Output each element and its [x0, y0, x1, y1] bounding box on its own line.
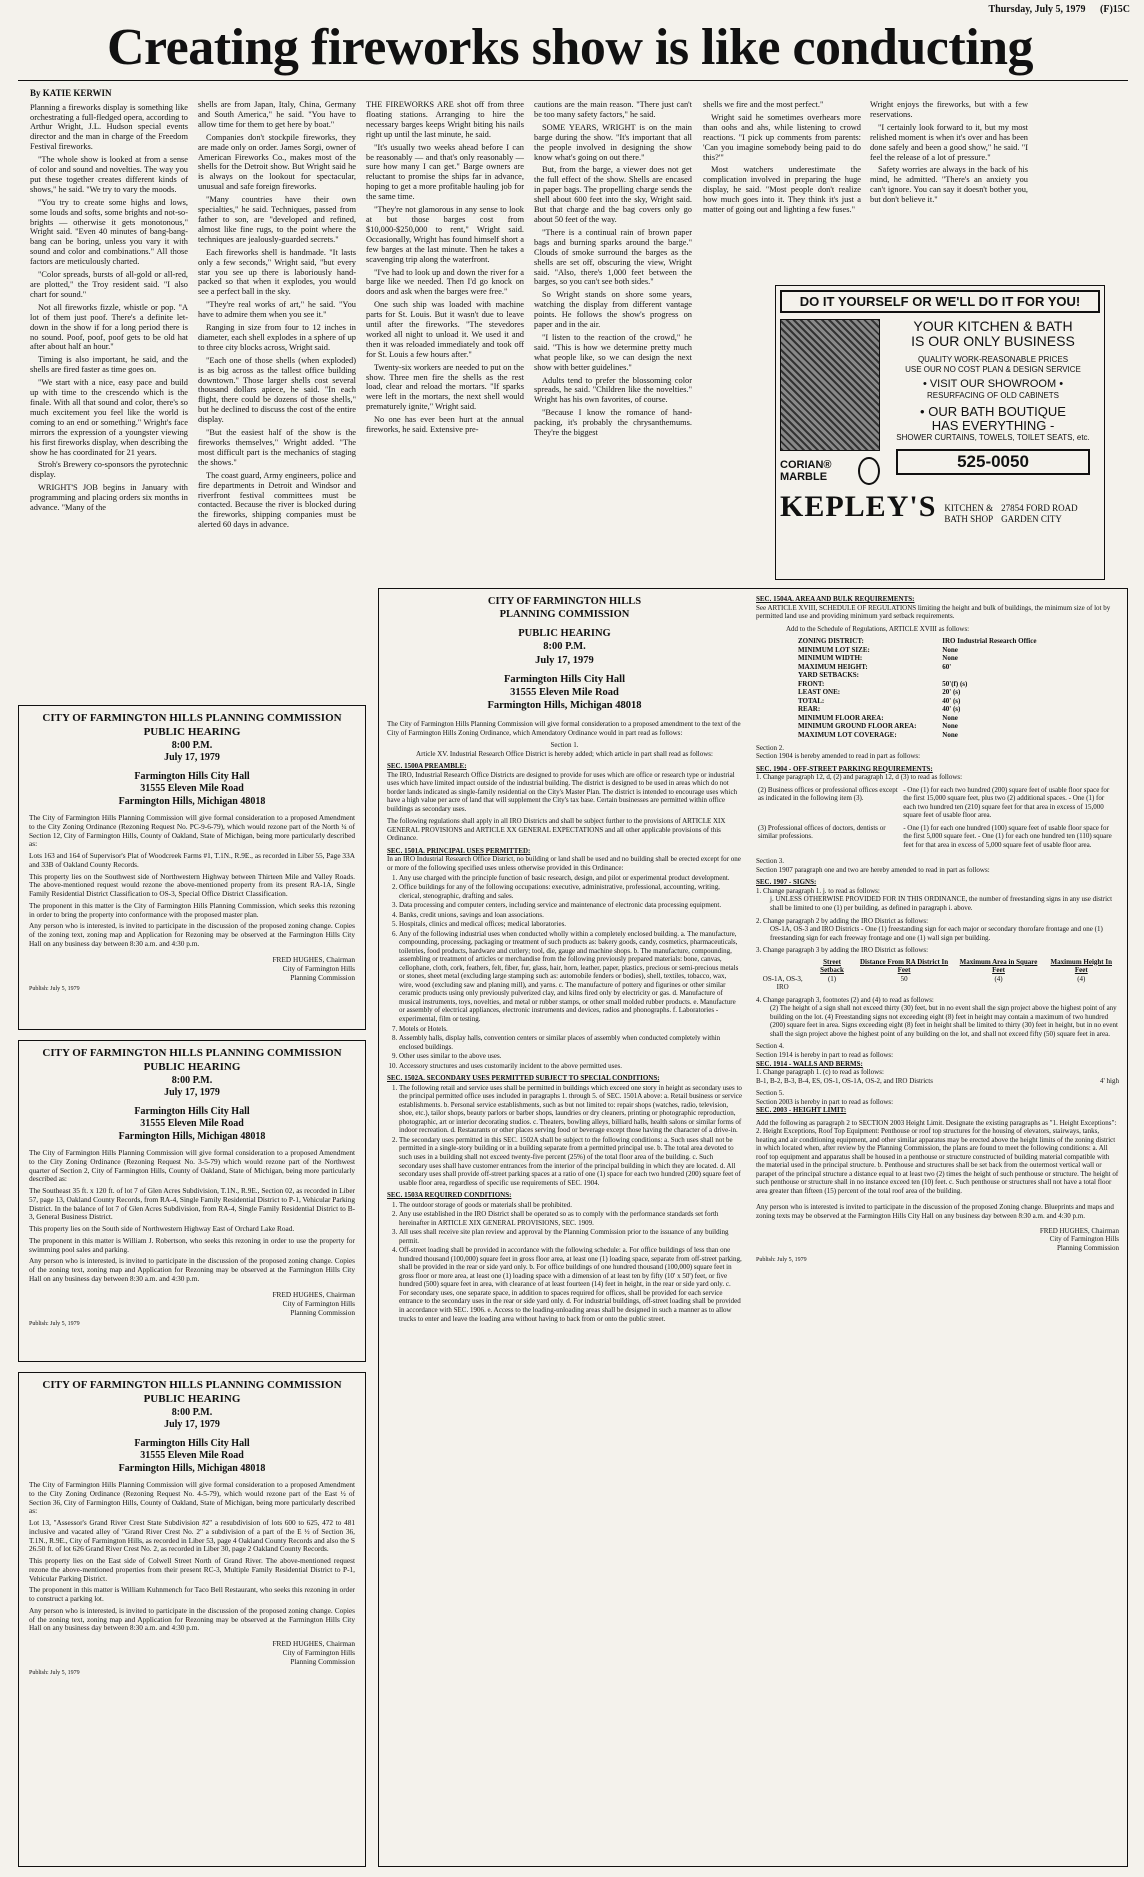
notice-paragraph: The proponent in this matter is William J. Robertson, who seeks this rezoning in order to use the property for swimming pool sales and parking.: [29, 1235, 355, 1254]
ad-headline-1: YOUR KITCHEN & BATH: [913, 318, 1073, 335]
notice-3-sig-3: Planning Commission: [290, 1657, 355, 1667]
sec-1501a-list: [387, 874, 742, 1071]
article-paragraph: So Wright stands on shore some years, watching the display from different vantage points. He follows the show's progress on paper and in the air.: [534, 290, 692, 330]
schedule-cell: None: [942, 713, 958, 722]
list-item: 2. Any use established in the IRO District shall be operated so as to comply with the performance standards set forth hereinafter in ARTICLE XIX GENERAL PROVISIONS, SEC. 1909.: [399, 1210, 742, 1227]
ad-right: [886, 319, 1100, 485]
schedule-cell: YARD SETBACKS:: [798, 671, 860, 680]
sec-1914-row: [756, 1077, 1119, 1086]
zoning-publish: Publish: July 5, 1979: [756, 1256, 807, 1263]
article-column-5: [703, 100, 861, 275]
zoning-subtitle: PUBLIC HEARING: [518, 628, 611, 640]
notice-paragraph: The City of Farmington Hills Planning Commission will give formal consideration to a proposed Amendment to the City Zoning Ordinance (Rezoning Request No. PC-9-6-79), which would rezone part of the North ¼ of Section 12, City of Farmington Hills, County of Oakland, State of Michigan, being more particularly described as:: [29, 813, 355, 849]
kepleys-advertisement: [775, 285, 1105, 580]
sec-1500a-heading: SEC. 1500A PREAMBLE:: [387, 762, 467, 771]
schedule-cell: 40' (s): [942, 696, 961, 705]
notice-3: [18, 1372, 366, 1867]
schedule-cell: REAR:: [798, 705, 821, 714]
headline: Creating fireworks show is like conducting: [106, 19, 1034, 76]
zoning-date: July 17, 1979: [535, 654, 594, 666]
article-paragraph: "Each one of those shells (when exploded) is as big across as the tallest office building downtown." Those larger shells cost several thousand dollars apiece, he said. "In each flight, there could be dozens of those shells," but he declined to discuss the cost of the entire display.: [198, 355, 356, 425]
notice-1: [18, 705, 366, 1030]
zoning-section-1: Section 1.: [550, 741, 579, 750]
sec-1904-heading: SEC. 1904 - OFF-STREET PARKING REQUIREMENTS:: [756, 764, 933, 773]
ad-line-2: USE OUR NO COST PLAN & DESIGN SERVICE: [905, 365, 1081, 375]
sec-2003-text: Add the following as paragraph 2 to SECTION 2003 Height Limit. Designate the existing paragraphs as "1. Height Exceptions":: [756, 1118, 1117, 1127]
parking-cell: - One (1) for each two hundred (200) square feet of usable floor space for the first 15,000 square feet, plus two (2) additional spaces. - One (1) for each two hundred ten (210) square feet for that area in excess of 15,000 square feet of usable floor area.: [903, 785, 1110, 820]
article-paragraph: Wright said he sometimes overhears more than oohs and ahs, while listening to crowd reactions. "I pick up comments from parents: 'Can you imagine somebody being paid to do this?'": [703, 112, 861, 162]
zoning-place-1: Farmington Hills City Hall: [503, 673, 626, 685]
notice-2-sig-2: City of Farmington Hills: [282, 1298, 355, 1308]
notice-2-subtitle: PUBLIC HEARING: [143, 1060, 241, 1073]
schedule-cell: 20' (s): [942, 688, 961, 697]
list-item: 8. Assembly halls, display halls, convention centers or similar places of assembly when conducted completely within enclosed buildings.: [399, 1034, 742, 1051]
sign-table-header-cell: Distance From RA District In Feet: [860, 957, 949, 975]
article-column-6: [870, 100, 1028, 275]
article-paragraph: Each fireworks shell is handmade. "It lasts only a few seconds," Wright said, "but every star you see up there is laboriously hand-packed so that when it explodes, you would see a perfect ball in the sky.: [198, 247, 356, 297]
notice-1-place-2: 31555 Eleven Mile Road: [140, 783, 244, 794]
sign-table-cell: (1): [827, 974, 837, 983]
schedule-cell: 40' (s): [942, 705, 961, 714]
notice-1-subtitle: PUBLIC HEARING: [143, 725, 241, 738]
list-item: 3. All uses shall receive site plan review and approval by the Planning Commission prior to the issuance of any building permit.: [399, 1228, 742, 1245]
zoning-amendment-notice: [378, 588, 1128, 1867]
schedule-cell: MINIMUM FLOOR AREA:: [798, 713, 884, 722]
zoning-section-1-text: Article XV. Industrial Research Office District is hereby added; which article in part shall read as follows:: [416, 749, 713, 758]
notice-3-place-1: Farmington Hills City Hall: [134, 1437, 250, 1449]
zoning-notice-head: [387, 595, 742, 712]
article-paragraph: "The whole show is looked at from a sense of color and sound and novelties. The way you put these together creates different kinds of shows," he said. "We try to vary the moods.: [30, 155, 188, 194]
schedule-row: [796, 680, 1056, 689]
zoning-sig-3: Planning Commission: [1056, 1244, 1119, 1253]
store-sub-2: BATH SHOP: [944, 513, 994, 524]
list-item: 2. Office buildings for any of the following occupations: executive, administrative, professional, accounting, writing, clerical, stenographic, drafting and sales.: [399, 883, 742, 900]
ad-boutique-2: HAS EVERYTHING -: [931, 418, 1055, 434]
sec-1904-change: 1. Change paragraph 12, d, (2) and paragraph 12, d (3) to read as follows:: [756, 773, 963, 782]
schedule-row: [796, 731, 1056, 740]
ad-showroom: • VISIT OUR SHOWROOM •: [922, 378, 1064, 391]
notice-1-sig-3: Planning Commission: [290, 972, 355, 982]
notice-2-sig-1: FRED HUGHES, Chairman: [272, 1289, 355, 1299]
notice-paragraph: The proponent in this matter is William Kuhnmench for Taco Bell Restaurant, who seeks this rezoning in order to construct a parking lot.: [29, 1585, 355, 1603]
article-paragraph: "Many countries have their own specialties," he said. Techniques, passed from father to son, are "developed and refined, almost like fine rugs, to the point where the techniques are jealously-guarded secrets.": [198, 195, 356, 244]
schedule-cell: 50'(f) (s): [942, 679, 968, 688]
notice-2-publish: Publish: July 5, 1979: [29, 1320, 80, 1327]
sec-2003-heading: SEC. 2003 - HEIGHT LIMIT:: [756, 1106, 847, 1115]
notice-3-subtitle: PUBLIC HEARING: [143, 1392, 241, 1405]
section-2: Section 2.: [756, 743, 784, 752]
ad-headline-2: IS OUR ONLY BUSINESS: [911, 333, 1075, 350]
sec-1907-3: 3. Change paragraph 3 by adding the IRO District as follows:: [756, 946, 929, 955]
parking-cell: (3) Professional offices of doctors, dentists or similar professions.: [758, 823, 886, 841]
article-paragraph: Wright enjoys the fireworks, but with a few reservations.: [870, 100, 1028, 119]
schedule-cell: TOTAL:: [798, 696, 825, 705]
article-paragraph: "You try to create some highs and lows, some louds and softs, some brights and not-so-brights — otherwise it gets monotonous," Wright said. "Even 40 minutes of bang-bang-bang can be boring, unless you vary it with sound and color and combinations." All those factors are meticulously charted.: [30, 197, 188, 267]
list-item: 3. Data processing and computer centers, including service and maintenance of electronic data processing equipment.: [399, 901, 742, 910]
regs-text: The following regulations shall apply in all IRO Districts and shall be subject further to the provisions of ARTICLE XIX GENERAL PROVISIONS and ARTICLE XX GENERAL EXPECTATIONS and all other applicable provisions of this Ordinance.: [387, 817, 726, 843]
article-paragraph: No one has ever been hurt at the annual fireworks, he said. Extensive pre-: [366, 415, 524, 435]
list-item: 6. Any of the following industrial uses when conducted wholly within a completely enclosed building. a. The manufacture, compounding, processing, packaging or treatment of such products as: bakery goods, candy, cosmetics, pharmaceuticals, toiletries, food products, hardware and cutlery; tool, die, gauge and machine shops. b. The manufacture, compounding, assembling or treatment of articles or merchandise from the following previously prepared materials: bone, canvas, cellophane, cloth, cork, feathers, felt, fiber, fur, glass, hair, horn, leather, paper, plastics, precious or semi-precious metals or stones, sheet metal (excluding large stamping such as: automobile fenders or bodies), shell, textiles, tobacco, wax, wire, wood (excluding saw and planing mill), and yarns. c. The manufacture of pottery and figurines or other similar ceramic products using only previously pulverized clay, and kilns fired only by electricity or gas. d. Manufacture of musical instruments, toys, novelties, and metal or rubber stamps, or other small molded rubber products. e. Manufacture or assembly of electrical appliances, electronic instruments and devices, radios and phonographs. f. Laboratories - experimental, film or testing.: [399, 930, 742, 1024]
schedule-row: [796, 688, 1056, 697]
schedule-row: [796, 646, 1056, 655]
sec-1914-heading: SEC. 1914 - WALLS AND BERMS:: [756, 1059, 863, 1068]
notice-3-publish: Publish: July 5, 1979: [29, 1670, 80, 1677]
sec-1503a-list: [387, 1201, 742, 1323]
zoning-title-1: CITY OF FARMINGTON HILLS: [487, 596, 642, 607]
headline-rule: [18, 80, 1128, 81]
zoning-signature: [756, 1227, 1119, 1253]
sec-1501a-text: In an IRO Industrial Research Office District, no building or land shall be used and no building shall be erected except for one or more of the following specified uses unless otherwise provided in this Ordinance:: [387, 855, 741, 872]
sign-table-header-cell: Maximum Area in Square Feet: [959, 957, 1038, 975]
sign-table-header-cell: Maximum Height In Feet: [1050, 957, 1112, 975]
sec-1907-4-text: (2) The height of a sign shall not exceed thirty (30) feet, but in no event shall the sign project above the highest point of any building on the lot. (4) Freestanding signs not exceeding eight (8) feet in height may contain a maximum of two hundred (200) square feet in area. Signs exceeding eight (8) feet in height shall be limited to thirty (30) feet in height, but in no event shall the sign project above the highest point of any building on the lot, and shall not exceed fifty (50) square feet in area.: [770, 1004, 1118, 1038]
notice-1-signature: [29, 955, 355, 982]
parking-row: [756, 824, 1119, 854]
parking-cell: (2) Business offices or professional offices except as indicated in the following item (3).: [758, 785, 898, 803]
sign-table-cell: OS-1A, OS-3, IRO: [762, 974, 803, 992]
article-paragraph: Planning a fireworks display is something like orchestrating a full-fledged opera, according to Arthur Wright, J.L. Hudson special events director and the man in charge of the Freedom Festival fireworks.: [30, 102, 188, 152]
section-4: Section 4.: [756, 1042, 784, 1051]
notice-2-place-2: 31555 Eleven Mile Road: [140, 1118, 244, 1129]
notice-1-publish: Publish: July 5, 1979: [29, 985, 80, 992]
notice-paragraph: The Southeast 35 ft. x 120 ft. of lot 7 of Glen Acres Subdivision, T.1N., R.9E., Section 02, as recorded in Liber 57, page 13, Oakland County Records, from RA-4, Single Family Residential District to P-1, Vehicular Parking District. In the balance of lot 7 of Glen Acres Subdivision, from RA-4, Single Family Residential District to B-3, General Business District.: [29, 1186, 355, 1222]
article-paragraph: WRIGHT'S JOB begins in January with programming and placing orders six months in advance. "Many of the: [30, 483, 188, 513]
article-paragraph: "Because I know the romance of hand-packing, it's probably the chrysanthemums. They're the biggest: [534, 408, 692, 438]
zoning-time: 8:00 P.M.: [543, 641, 586, 653]
schedule-cell: IRO Industrial Research Office: [942, 637, 1037, 646]
article-paragraph: Ranging in size from four to 12 inches in diameter, each shell explodes in a sphere of up to three city blocks across, Wright said.: [198, 323, 356, 352]
sec-1914-height: 4' high: [1100, 1076, 1119, 1085]
notice-2-place-1: Farmington Hills City Hall: [134, 1105, 250, 1117]
notice-paragraph: Any person who is interested, is invited to participate in the discussion of the proposed zoning change. Copies of the zoning text, zoning map and Application for Rezoning may be observed at the Farmington Hills City Hall on any business day between 8:30 a.m. and 4:30 p.m.: [29, 921, 355, 948]
article-column-3: [366, 100, 524, 580]
sign-table-row: [756, 975, 1119, 992]
sec-1504a-heading: SEC. 1504A. AREA AND BULK REQUIREMENTS:: [756, 595, 915, 603]
notice-2-time: 8:00 P.M.: [171, 1074, 213, 1086]
store-address: [1001, 503, 1078, 525]
zoning-intro: The City of Farmington Hills Planning Commission will give formal consideration to a proposed amendment to the text of the City of Farmington Hills Zoning Ordinance, which Amendatory Ordinance would in part read as follows:: [387, 720, 741, 737]
article-paragraph: Not all fireworks fizzle, whistle or pop. "A lot of them just poof. There's a definite let-down in the show if for a long period there is no sound. Poof, poof, poof gets to be old hat after about half an hour.": [30, 302, 188, 352]
section-2-text: Section 1904 is hereby amended to read in part as follows:: [756, 752, 921, 761]
sign-table-cell: (4): [994, 974, 1003, 983]
section-page: (F)15C: [1100, 4, 1130, 15]
schedule-row: [796, 654, 1056, 663]
schedule-cell: MAXIMUM LOT COVERAGE:: [798, 730, 897, 739]
sec-1907-2: 2. Change paragraph 2 by adding the IRO District as follows:: [756, 916, 929, 925]
sec-1503a-heading: SEC. 1503A REQUIRED CONDITIONS:: [387, 1191, 512, 1200]
list-item: 1. Any use charged with the principle function of basic research, design, and pilot or experimental product development.: [399, 874, 742, 883]
parking-cell: - One (1) for each one hundred (100) square feet of usable floor space for the first 5,000 square feet. - One (1) for each one hundred ten (110) square feet for that area in excess of 5,000 square feet of usable floor area.: [903, 823, 1112, 849]
store-name: KEPLEY'S: [780, 490, 937, 524]
schedule-row: [796, 671, 1056, 680]
notice-paragraph: Lot 13, "Assessor's Grand River Crest State Subdivision #2" a resubdivision of lots 600 to 625, 472 to 481 inclusive and vacated alley of "Grand River Crest No. 2" a subdivision of a part of the E ½ of Section 36, T.1N., R.9E., City of Farmington Hills, as recorded in Liber 53, page 4 Oakland County Records and also the S 26.50 ft. of lot 626 Grand River Crest No. 2, as recorded in Liber 30, page 2 Oakland County Records.: [29, 1518, 355, 1554]
sec-1501a-heading: SEC. 1501A. PRINCIPAL USES PERMITTED:: [387, 846, 531, 855]
notice-2-sig-3: Planning Commission: [290, 1307, 355, 1317]
notice-paragraph: This property lies on the Southwest side of Northwestern Highway between Thirteen Mile and Valley Roads. The above-mentioned request would rezone the above-mentioned property from its present RA-1A, Single Family Residential District Classification to OS-3, Special Office District Classification.: [29, 871, 355, 898]
notice-2-place-3: Farmington Hills, Michigan 48018: [118, 1130, 266, 1142]
sec-1914-list: B-1, B-2, B-3, B-4, ES, OS-1, OS-1A, OS-2, and IRO Districts: [756, 1076, 933, 1085]
sec-1907-1: 1. Change paragraph 1. j. to read as follows:: [756, 886, 880, 895]
ad-boutique-1: • OUR BATH BOUTIQUE: [920, 404, 1066, 420]
article-paragraph: shells we fire and the most perfect.": [703, 100, 824, 109]
ad-boutique-3: SHOWER CURTAINS, TOWELS, TOILET SEATS, etc.: [896, 432, 1090, 442]
zoning-title-2: PLANNING COMMISSION: [499, 609, 630, 621]
schedule-table: [796, 637, 1056, 739]
notice-paragraph: Any person who is interested, is invited to participate in the discussion of the proposed zoning change. Copies of the zoning text, zoning map and Application for Rezoning may be observed at the Farmington Hills City Hall on any business day between 8:30 a.m. and 4:30 p.m.: [29, 1605, 355, 1633]
article-paragraph: "I certainly look forward to it, but my most relished moment is when it's over and has been done safely and been a good show," he said. "I feel the release of a lot of pressure.": [870, 122, 1028, 162]
article-paragraph: THE FIREWORKS ARE shot off from three floating stations. Arranging to hire the necessary barges keeps Wright biting his nails right up until the last minute, he said.: [366, 100, 524, 139]
notice-paragraph: The City of Farmington Hills Planning Commission will give formal consideration to a proposed Amendment to the City Zoning Ordinance (Rezoning Request No. 4-5-79), which would rezone part of the East ½ of Section 36, City of Farmington Hills, County of Oakland, State of Michigan, being more particularly described as:: [29, 1480, 355, 1516]
list-item: 5. Hospitals, clinics and medical offices; medical laboratories.: [399, 920, 742, 929]
parking-row: [756, 786, 1119, 824]
article-paragraph: "They're real works of art," he said. "You have to admire them when you see it.": [198, 300, 356, 320]
notice-3-title: CITY OF FARMINGTON HILLS PLANNING COMMISSION: [42, 1379, 342, 1391]
notice-1-title: CITY OF FARMINGTON HILLS PLANNING COMMISSION: [42, 712, 342, 724]
notice-paragraph: This property lies on the South side of Northwestern Highway East of Orchard Lake Road.: [29, 1224, 295, 1233]
section-5: Section 5.: [756, 1089, 784, 1098]
sign-table-head: [756, 958, 1119, 975]
sec-1502a-heading: SEC. 1502A. SECONDARY USES PERMITTED SUBJECT TO SPECIAL CONDITIONS:: [387, 1074, 660, 1083]
notice-paragraph: This property lies on the East side of Colwell Street North of Grand River. The above-mentioned request rezone the above-mentioned properties from their present RC-3, Multiple Family Residential District to P-1, Vehicular Parking District.: [29, 1556, 355, 1583]
sec-1907-2-text: OS-1A, OS-3 and IRO Districts - One (1) freestanding sign for each major or secondary thorofare frontage and one (1) freestanding sign for each freeway frontage and one (1) wall sign per building.: [770, 925, 1103, 942]
kitchen-photo: [780, 319, 880, 451]
article-paragraph: Companies don't stockpile fireworks, they are made only on order. James Sorgi, owner of American Fireworks Co., makes most of the shells for the Detroit show. But Wright said he is always on the lookout for spectacular, unusual and safe foreign fireworks.: [198, 132, 356, 192]
article-column-2: [198, 100, 356, 680]
schedule-row: [796, 722, 1056, 731]
schedule-cell: 60': [942, 662, 952, 671]
list-item: 4. Off-street loading shall be provided in accordance with the following schedule: a. For office buildings of less than one hundred thousand (100,000) square feet in gross floor area, at least one (1) loading space, separate from off-street parking, shall be provided in the rear or side yard only. b. For office buildings of one hundred thousand (100,000) square feet in gross floor or more area, at least one (1) loading space with a dimension of at least ten by fifty (10' x 50') feet, or five hundred (500) square feet in area, with clearance of at least fourteen (14) feet in height, in the rear or side yard only. c. For secondary uses, one separate space, in addition to spaces required for offices, shall be provided for each service entrance to the secondary uses in the rear or side yard only. d. For industrial buildings, off-street loading shall be provided in accordance with SEC. 1906. e. Access to the loading-unloading areas shall be designed in such a manner as to allow trucks to enter and leave the loading area without having to back from or onto the public street.: [399, 1246, 742, 1323]
list-item: 2. The secondary uses permitted in this SEC. 1502A shall be subject to the following conditions: a. Such uses shall not be permitted in a single-story building or in a building separate from a permitted principal use. b. The total area devoted to such uses in a building shall not exceed twenty-five percent (25%) of the total floor area of the building. c. Such secondary uses shall have customer entrances from the interior of the principal building in which they are located. d. All secondary uses shall provide off-street parking spaces at a ratio of one (1) space for each two hundred (200) square feet of usable floor area, regardless of specific use requirements of SEC. 1904.: [399, 1136, 742, 1187]
section-4-text: Section 1914 is hereby in part to read as follows:: [756, 1050, 894, 1059]
byline: By KATIE KERWIN: [30, 88, 112, 98]
article-paragraph: "But the easiest half of the show is the fireworks themselves," Wright added. "The most difficult part is the mechanics of staging the shows.": [198, 428, 356, 467]
schedule-cell: ZONING DISTRICT:: [798, 637, 864, 646]
article-column-4: [534, 100, 692, 580]
schedule-cell: MAXIMUM HEIGHT:: [798, 662, 868, 671]
notice-paragraph: The proponent in this matter is the City of Farmington Hills Planning Commission, which seeks this rezoning in order to bring the property into conformance with the proposed master plan.: [29, 900, 355, 919]
schedule-cell: None: [942, 645, 958, 654]
article-paragraph: cautions are the main reason. "There just can't be too many safety factors," he said.: [534, 100, 692, 119]
notice-3-signature: [29, 1639, 355, 1666]
parking-table: [756, 786, 1119, 854]
article-paragraph: Safety worries are always in the back of his mind, he admitted. "There's an anxiety you can't ignore. You can say it doesn't bother you, but don't believe it.": [870, 165, 1028, 205]
notice-2-head: [29, 1047, 355, 1143]
schedule-cell: MINIMUM WIDTH:: [798, 654, 863, 663]
corian-label: CORIAN® MARBLE: [780, 459, 832, 484]
corian-row: [780, 457, 880, 485]
notice-3-place-2: 31555 Eleven Mile Road: [140, 1450, 244, 1461]
sign-table: [756, 958, 1119, 992]
col1-text: [30, 103, 188, 513]
article-paragraph: Adults tend to prefer the blossoming color spreads, he said. "Children like the novelties." Wright has his own favorites, of course.: [534, 375, 692, 405]
notice-2-title: CITY OF FARMINGTON HILLS PLANNING COMMISSION: [42, 1047, 342, 1059]
notice-1-sig-1: FRED HUGHES, Chairman: [272, 954, 355, 964]
ad-line-1: QUALITY WORK-REASONABLE PRICES: [917, 354, 1069, 364]
article-paragraph: "Color spreads, bursts of all-gold or all-red, are plotted," the Troy resident said. "I also chart for sound.": [30, 270, 188, 299]
schedule-cell: MINIMUM GROUND FLOOR AREA:: [798, 722, 917, 731]
notice-3-place-3: Farmington Hills, Michigan 48018: [118, 1462, 266, 1474]
notice-1-body: [29, 814, 355, 949]
sec-1502a-list: [387, 1084, 742, 1187]
article-paragraph: "I listen to the reaction of the crowd," he said. "This is how we determine pretty much what people like, so we can design the next show with better guidelines.": [534, 332, 692, 372]
article-paragraph: Most watchers underestimate the complication involved in preparing the huge display, he said. "Most people don't realize how much goes into it. They think it's just a matter of going out and lighting a few fuses.": [703, 165, 861, 215]
sign-table-header-cell: [756, 958, 809, 975]
list-item: 1. The outdoor storage of goods or materials shall be prohibited.: [399, 1201, 742, 1210]
notice-1-time: 8:00 P.M.: [171, 739, 213, 751]
notice-3-sig-1: FRED HUGHES, Chairman: [272, 1639, 355, 1648]
ad-banner: DO IT YOURSELF OR WE'LL DO IT FOR YOU!: [780, 290, 1100, 313]
list-item: 1. The following retail and service uses shall be permitted in buildings which exceed one story in height as secondary uses to the principal permitted office uses included in paragraphs 1. through 5. of SEC. 1501A above: a. Retail business or service establishments. b. Personal service establishments, such as but not limited to: repair shops (watches, radio, television, shoe, etc.), tailor shops, beauty parlors or barber shops, laundries or dry cleaners, printing or photographic reproduction, photographic, art or interior decorating studios. c. Theaters, bowling alleys, billiard halls, health salons or similar forms of indoor recreation. d. Restaurants or other places serving food or beverage except those having the character of a drive-in.: [399, 1084, 742, 1135]
notice-2: [18, 1040, 366, 1362]
zoning-sig-1: FRED HUGHES, Chairman: [1039, 1226, 1119, 1235]
article-paragraph: One such ship was loaded with machine parts for St. Louis. But it wasn't due to leave until after the fireworks. "The stevedores worked all night to unload it. We used it and then it was reloaded immediately and took off for St. Louis a few hours after.": [366, 300, 524, 359]
article-paragraph: "It's usually two weeks ahead before I can be reasonably — and that's only reasonably — sure how many I can get." Barge owners are reluctant to promise the ships far in advance, hoping to get a more profitable hauling job for the same time.: [366, 142, 524, 202]
article-paragraph: shells are from Japan, Italy, China, Germany and South America," he said. "You have to allow time for them to get here by boat.": [198, 100, 356, 129]
page-folio: [977, 4, 1130, 16]
sign-table-cell: (4): [1077, 974, 1086, 983]
sec-1504a-text: See ARTICLE XVIII, SCHEDULE OF REGULATIONS limiting the height and bulk of buildings, the minimum size of lot by permitted land use and providing minimum yard setback requirements.: [756, 603, 1111, 621]
ad-body: [780, 319, 1100, 485]
notice-3-date: July 17, 1979: [164, 1419, 220, 1430]
notice-3-head: [29, 1379, 355, 1475]
section-5-text: Section 2003 is hereby in part to read as follows:: [756, 1097, 894, 1106]
sec-1500a-text: The IRO, Industrial Research Office Districts are designed to provide for uses which are office or research type or industrial uses which have limited impact outside of the industrial building. The district is designed to be used in areas which do not border lands indicated as single-family residential on the City's Master Plan. The district is intended to encourage uses which have a high value per acre of land that will supplement the City's tax base. Certain businesses are permitted within office buildings as secondary uses.: [387, 770, 738, 813]
schedule-row: [796, 705, 1056, 714]
schedule-cell: FRONT:: [798, 679, 825, 688]
issue-date: Thursday, July 5, 1979: [988, 4, 1086, 15]
store-address-1: 27854 FORD ROAD: [1001, 503, 1078, 514]
schedule-intro: Add to the Schedule of Regulations, ARTICLE XVIII as follows:: [786, 624, 970, 633]
article-paragraph: But, from the barge, a viewer does not get the full effect of the show. Shells are encased in paper bags. The propelling charge sends the shell about 600 feet into the sky, Wright said. But that charge and the bag covers only go about 50 feet of the way.: [534, 165, 692, 224]
section-3: Section 3.: [756, 857, 784, 866]
notice-3-body: [29, 1481, 355, 1633]
article-paragraph: Timing is also important, he said, and the shells are fired faster as time goes on.: [30, 355, 188, 375]
article-column-1: [30, 88, 188, 678]
schedule-cell: [940, 671, 1056, 680]
zoning-place-2: 31555 Eleven Mile Road: [510, 686, 619, 698]
ad-left: [780, 319, 880, 485]
sign-table-header-cell: Street Setback: [820, 957, 844, 975]
ad-resurfacing: RESURFACING OF OLD CABINETS: [926, 391, 1060, 401]
article-paragraph: The coast guard, Army engineers, police and fire departments in Detroit and Windsor and riverfront festival committees must be contacted. Because the river is blocked during the fireworks, shipping companies must be alerted 60 days in advance.: [198, 470, 356, 530]
notice-1-sig-2: City of Farmington Hills: [282, 963, 355, 973]
article-paragraph: "There is a continual rain of brown paper bags and burning sparks around the barge." Clouds of smoke surround the barges as the shells are set off, obscuring the view, Wright said. "Also, there's 1,000 feet between the barges, so you can't see both sides.": [534, 227, 692, 287]
notice-2-signature: [29, 1290, 355, 1317]
schedule-cell: None: [942, 722, 958, 731]
list-item: 10. Accessory structures and uses customarily incident to the above permitted uses.: [399, 1062, 742, 1071]
sign-table-cell: 50: [900, 974, 908, 983]
notice-1-date: July 17, 1979: [164, 752, 220, 763]
zoning-notice-columns: [387, 595, 1119, 1860]
sec-2003-2: 2. Height Exceptions, Roof Top Equipment: Penthouse or roof top structures for the housing of elevators, stairways, tanks, heating and air conditioning equipment, and other similar apparatus may be erected above the height limits of the zoning district in which located when, after review by the Planning Commission, the plans are found to meet the following conditions: a. All roof top equipment and apparatus shall be housed in a penthouse or structure constructed of building material compatible with the material used in the principal structure. b. Penthouse and structures shall be set back from the outermost vertical wall or parapet of the principal structure a distance equal to at least two (2) times the height of such penthouse or structure. The height of such penthouse or structure shall in no instance exceed ten (10) feet. c. Such penthouse or structures shall not have a total floor area greater than fifteen (15) percent of the total roof area of the building.: [756, 1127, 1119, 1195]
notice-3-time: 8:00 P.M.: [171, 1406, 213, 1418]
kitchen-logo-icon: [858, 457, 880, 485]
zoning-notice-left: [387, 595, 742, 1860]
article-paragraph: "We start with a nice, easy pace and build up with time to the crescendo which is the finale. With all that sound and color, there's so much excitement you feel like the world is coming to an end or something." Wright's face mirrors the expression of a youngster viewing his first fireworks display, when describing the show he has coordinated for 21 years.: [30, 378, 188, 457]
sec-1907-heading: SEC. 1907 - SIGNS:: [756, 878, 817, 887]
schedule-cell: None: [942, 654, 958, 663]
zoning-place-3: Farmington Hills, Michigan 48018: [487, 699, 642, 711]
schedule-row: [796, 697, 1056, 706]
article-paragraph: "I've had to look up and down the river for a barge like we needed. Then I'd go knock on doors and ask when the barges were free.": [366, 267, 524, 297]
sec-1907-4: 4. Change paragraph 3, footnotes (2) and (4) to read as follows:: [756, 995, 934, 1004]
article-paragraph: "They're not glamorous in any sense to look at but those barges cost from $10,000-$250,000 to rent," Wright said. Occasionally, Wright has found himself short a few barges at the last minute. Then he takes a scavenging trip along the waterfront.: [366, 205, 524, 264]
article-paragraph: SOME YEARS, WRIGHT is on the main barge during the show. "It's important that all the people involved in designing the show know what's going on out there.": [534, 122, 692, 162]
notice-1-head: [29, 712, 355, 808]
notice-paragraph: The City of Farmington Hills Planning Commission will give formal consideration to a proposed Amendment to the City Zoning Ordinance (Rezoning Request No. 3-5-79) which would rezone part of the Northwest quarter of Section 2, City of Farmington Hills, County of Oakland, State of Michigan, being more particularly described as:: [29, 1148, 355, 1184]
schedule-cell: None: [942, 730, 958, 739]
list-item: 7. Motels or Hotels.: [399, 1025, 742, 1034]
store-sub-1: KITCHEN &: [944, 503, 994, 514]
notice-paragraph: Any person who is interested, is invited to participate in the discussion of the proposed zoning change. Copies of the zoning text, zoning map and Application for Rezoning may be observed at the Farmington Hills City Hall on any business day between 8:30 a.m. and 4:30 p.m.: [29, 1256, 355, 1283]
zoning-sig-2: City of Farmington Hills: [1049, 1235, 1119, 1244]
zoning-closing: Any person who is interested is invited to participate in the discussion of the proposed Zoning change. Blueprints and maps and zoning texts may be observed at the Farmington Hills City Hall on any business day between 8:30 a.m. and 4:30 p.m.: [756, 1203, 1114, 1220]
notice-2-body: [29, 1149, 355, 1284]
zoning-notice-right: [756, 595, 1119, 1860]
list-item: 9. Other uses similar to the above uses.: [399, 1052, 742, 1061]
schedule-row: [796, 663, 1056, 672]
notice-paragraph: Lots 163 and 164 of Supervisor's Plat of Woodcreek Farms #1, T.1N., R.9E., as recorded in Liber 55, Page 33A and 33B of Oakland County Records.: [29, 851, 355, 869]
notice-3-sig-2: City of Farmington Hills: [282, 1648, 355, 1658]
store-address-2: GARDEN CITY: [1001, 513, 1062, 524]
section-3-text: Section 1907 paragraph one and two are hereby amended to read in part as follows:: [756, 865, 990, 874]
ad-phone: 525-0050: [896, 449, 1090, 475]
notice-1-place-1: Farmington Hills City Hall: [134, 770, 250, 782]
schedule-row: [796, 714, 1056, 723]
schedule-cell: LEAST ONE:: [798, 688, 841, 697]
ad-footer: [780, 489, 1100, 524]
sec-1914-text: 1. Change paragraph 1. (c) to read as follows:: [756, 1068, 884, 1077]
sec-1907-1-text: j. UNLESS OTHERWISE PROVIDED FOR IN THIS ORDINANCE, the number of freestanding signs in any use district shall be limited to one (1) per building, as defined in paragraph i. above.: [770, 895, 1113, 912]
schedule-row: [796, 637, 1056, 646]
store-sub: [944, 503, 993, 525]
schedule-cell: MINIMUM LOT SIZE:: [798, 645, 870, 654]
article-paragraph: Stroh's Brewery co-sponsors the pyrotechnic display.: [30, 460, 188, 480]
notice-1-place-3: Farmington Hills, Michigan 48018: [118, 795, 266, 807]
list-item: 4. Banks, credit unions, savings and loan associations.: [399, 911, 742, 920]
article-paragraph: Twenty-six workers are needed to put on the show. Three men fire the shells as the rest load, clear and reload the mortars. "If sparks were left in the mortars, the next shell would prematurely ignite," Wright said.: [366, 362, 524, 412]
notice-2-date: July 17, 1979: [164, 1087, 220, 1098]
